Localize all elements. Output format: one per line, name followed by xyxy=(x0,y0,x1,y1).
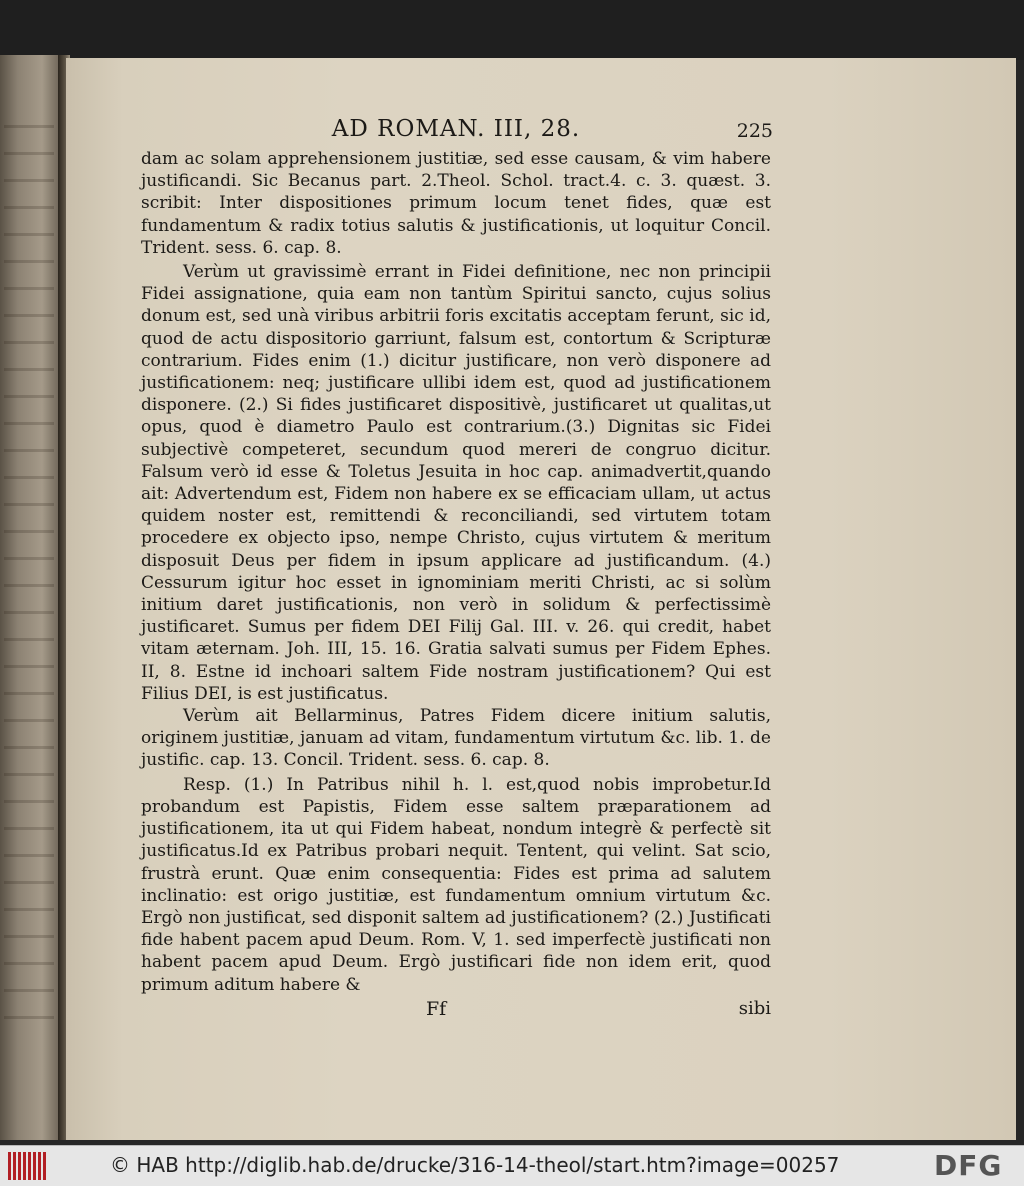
paragraph-2: Verùm ut gravissimè errant in Fidei definitione, nec non principii Fidei assignatione, quia eam non tantùm Spiritui sancto, cujus solius donum est, sed unà viribus arbitrii foris excitatis acceptam ferunt, sic id, quod de actu dispositorio garriunt, falsum est, contortum & Scripturæ contrarium. Fides enim (1.) dicitur justificare, non verò disponere ad justificationem: neq; justificare ullibi idem est, quod ad justificationem disponere. (2.) Si fides justificaret dispositivè, justificaret ut qualitas,ut opus, quod è diametro Paulo est contrarium.(3.) Dignitas sic Fidei subjectivè competeret, secundum quod mereri de congruo dicitur. Falsum verò id esse & Toletus Jesuita in hoc cap. animadvertit,quando ait: Advertendum est, Fidem non habere ex se efficaciam ullam, ut actus quidem noster est, remittendi & reconciliandi, sed virtutem totam procedere ex objecto ipso, nempe Christo, cujus virtutem & meritum disposuit Deus per fidem in ipsum applicare ad justificandum. (4.) Cessurum igitur hoc esset in ignominiam meriti Christi, ac si solùm initium daret justificationis, non verò in solidum & perfectissimè justificaret. Sumus per fidem DEI Filij Gal. III. v. 26. qui credit, habet vitam æternam. Joh. III, 15. 16. Gratia salvati sumus per Fidem Ephes. II, 8. Estne id inchoari saltem Fide nostram justificationem? Qui est Filius DEI, is est justificatus. xyxy=(141,262,771,704)
show-through-text xyxy=(4,125,54,1025)
copyright-url[interactable]: © HAB http://diglib.hab.de/drucke/316-14-theol/start.htm?image=00257 xyxy=(110,1153,840,1177)
previous-page-edge xyxy=(0,55,60,1140)
footer-bar xyxy=(0,1145,1024,1186)
paragraph-1: dam ac solam apprehensionem justitiæ, sed esse causam, & vim habere justificandi. Sic Becanus part. 2.Theol. Schol. tract.4. c. 3. quæst. 3. scribit: Inter dispositiones primum locum tenet fides, quæ est fundamentum & radix totius salutis & justificationis, ut loquitur Concil. Trident. sess. 6. cap. 8. xyxy=(141,149,771,258)
catchword: sibi xyxy=(738,997,771,1019)
book-page xyxy=(66,58,1016,1140)
paragraph-3: Verùm ait Bellarminus, Patres Fidem dicere initium salutis, originem justitiæ, januam ad vitam, fundamentum virtutum &c. lib. 1. de justific. cap. 13. Concil. Trident. sess. 6. cap. 8. xyxy=(141,706,771,771)
running-head xyxy=(141,118,771,148)
dfg-logo: DFG xyxy=(934,1149,1003,1182)
page-foot xyxy=(141,998,771,1022)
signature-mark: Ff xyxy=(426,997,447,1020)
running-title: AD ROMAN. III, 28. xyxy=(331,116,581,142)
hab-logo-icon xyxy=(8,1152,46,1180)
page-number: 225 xyxy=(736,120,773,142)
page-text xyxy=(141,118,771,1022)
paragraph-4: Resp. (1.) In Patribus nihil h. l. est,quod nobis improbetur.Id probandum est Papistis, Fidem esse saltem præparationem ad justificationem, ita ut qui Fidem habeat, nondum integrè & perfectè sit justificatus.Id ex Patribus probari nequit. Tentent, qui velint. Sat scio, frustrà erunt. Quæ enim consequentia: Fides est prima ad salutem inclinatio: est origo justitiæ, est fundamentum omnium virtutum &c. Ergò non justificat, sed disponit saltem ad justificationem? (2.) Justificati fide habent pacem apud Deum. Rom. V, 1. sed imperfectè justificati non habent pacem apud Deum. Ergò justificari fide non idem erit, quod primum aditum habere & xyxy=(141,774,771,995)
scan-background xyxy=(0,0,1024,60)
